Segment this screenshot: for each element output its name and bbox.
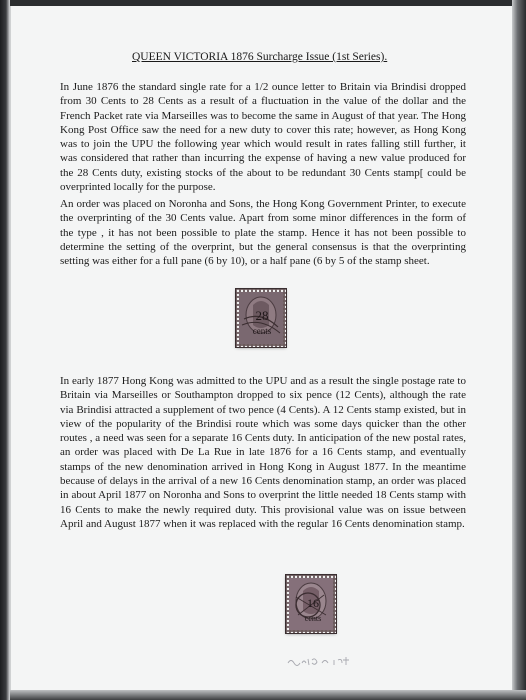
album-sleeve-right-edge	[512, 0, 526, 700]
album-sleeve-bottom-edge	[10, 690, 526, 700]
stamp-16-cents-surcharge	[286, 575, 336, 633]
paragraph-overprinting: An order was placed on Noronha and Sons, the Hong Kong Government Printer, to execute the overprinting of the 30 Cents value. Apart from some minor differences in the form of the type , it has not been possible to plate the stamp. Hence it has not been possible to determine the setting of the overprint, but the general consensus is that the overprinting setting was either for a full pane (6 by 10), or a half pane (6 by 5 of the stamp sheet.	[60, 198, 466, 268]
paragraph-upu-16-cents: In early 1877 Hong Kong was admitted to the UPU and as a result the single postage rate to Britain via Marseilles or Southampton dropped to six pence (12 Cents), although the rate via Brindisi attracted a supplement of two pence (4 Cents). A 12 Cents stamp existed, but in view of the popularity of the Brindisi route which was some days quicker than the other routes , a need was seen for a separate 16 Cents duty. In anticipation of the new postal rates, an order was placed with De La Rue in late 1876 for a 16 Cents stamp, and eventually stamps of the new denomination arrived in Hong Kong in August 1877. In the meantime because of delays in the arrival of a new 16 Cents denomination stamp, an order was placed in about April 1877 on Noronha and Sons to overprint the little needed 18 Cents stamp with 16 Cents to make the newly required duty. This provisional value was on issue between April and August 1877 when it was replaced with the regular 16 Cents denomination stamp.	[60, 375, 466, 530]
paragraph-intro: In June 1876 the standard single rate for a 1/2 ounce letter to Britain via Brindisi dropped from 30 Cents to 28 Cents as a result of a fluctuation in the value of the dollar and the French Packet rate via Marseilles was to become the same in August of that year. The Hong Kong Post Office saw the need for a new duty to cover this rate; however, as Hong Kong was to join the UPU the following year which would result in rates falling still further, it was considered that rather than incurring the expense of having a new value produced for the 28 Cents duty, existing stocks of the about to be redundant 30 Cents stamp[ could be overprinted locally for the purpose.	[60, 81, 466, 194]
page-title: QUEEN VICTORIA 1876 Surcharge Issue (1st Series).	[132, 51, 388, 63]
stamp-overprint-unit: cents	[304, 614, 322, 623]
album-sleeve-left-edge	[0, 0, 10, 700]
pencil-annotation	[286, 651, 376, 669]
stamp-overprint-unit: cents	[252, 326, 272, 336]
stamp-overprint-value: 28	[255, 308, 269, 323]
stamp-overprint-value: 16	[307, 596, 319, 610]
stamp-28-cents-surcharge	[236, 289, 286, 347]
